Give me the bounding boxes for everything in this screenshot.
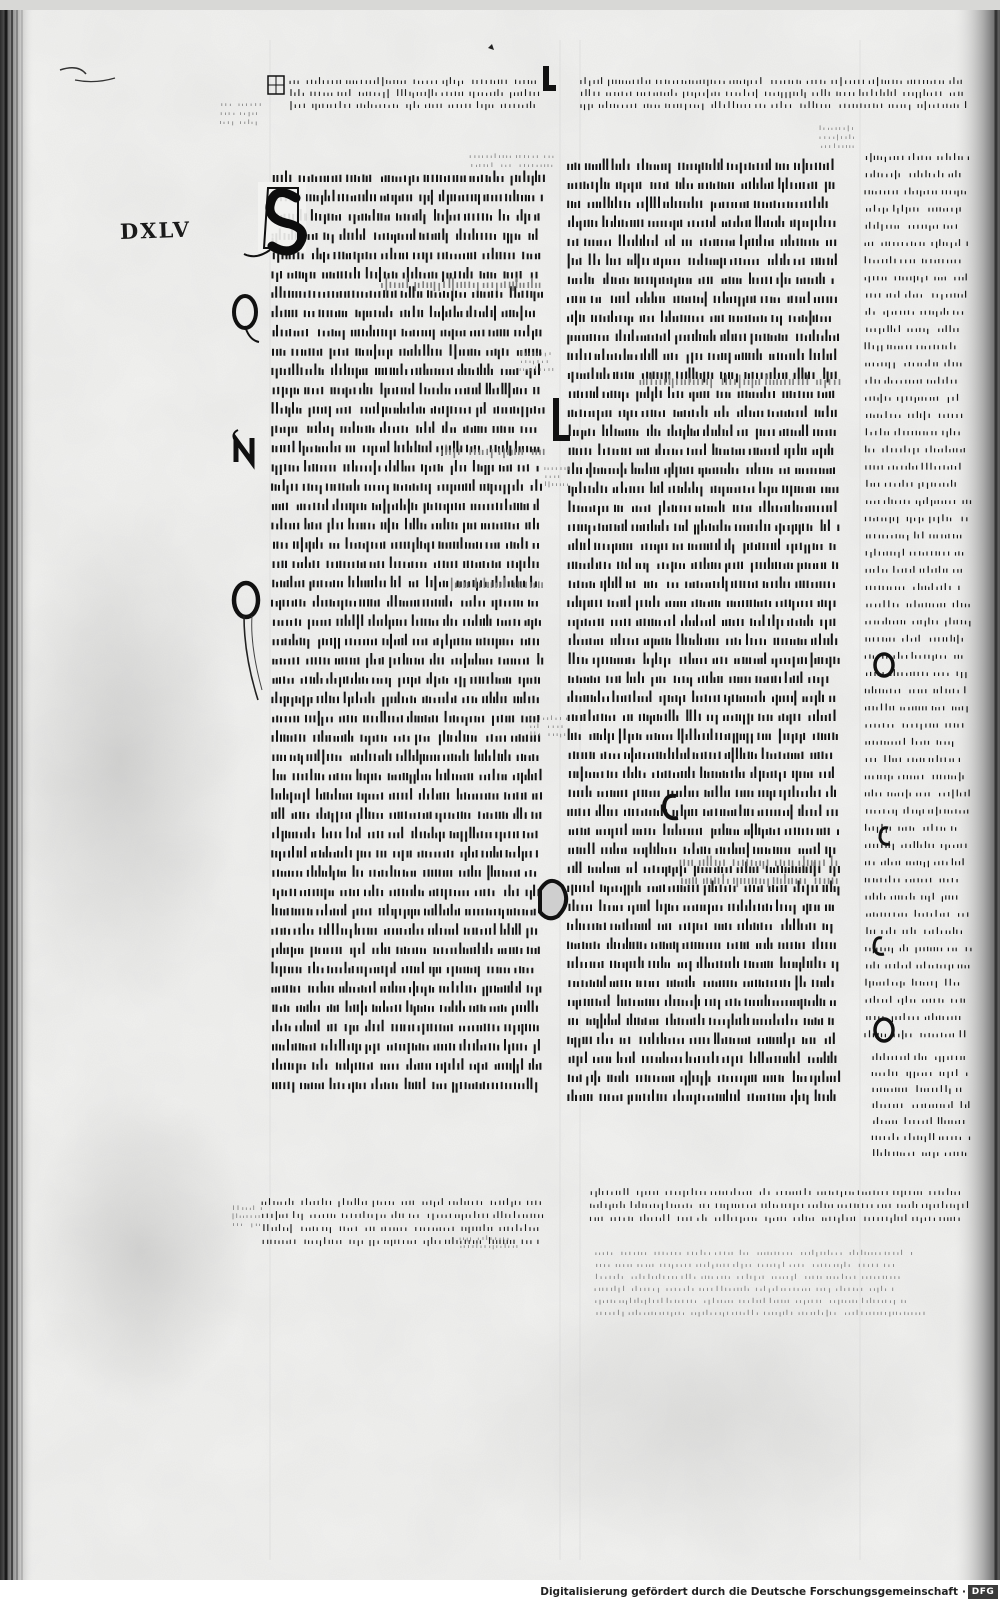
initial-letter: S	[271, 234, 274, 239]
footer-credit-text: Digitalisierung gefördert durch die Deutsche Forschungsgemeinschaft	[540, 1586, 958, 1598]
folio-numeral: DXLV	[119, 216, 192, 245]
dfg-logo-icon: DFG	[968, 1585, 998, 1599]
footer-separator: ·	[962, 1586, 966, 1598]
initial-d-icon	[540, 881, 566, 918]
binding-edge-icon	[0, 0, 34, 1580]
footer-credit	[540, 1585, 966, 1599]
